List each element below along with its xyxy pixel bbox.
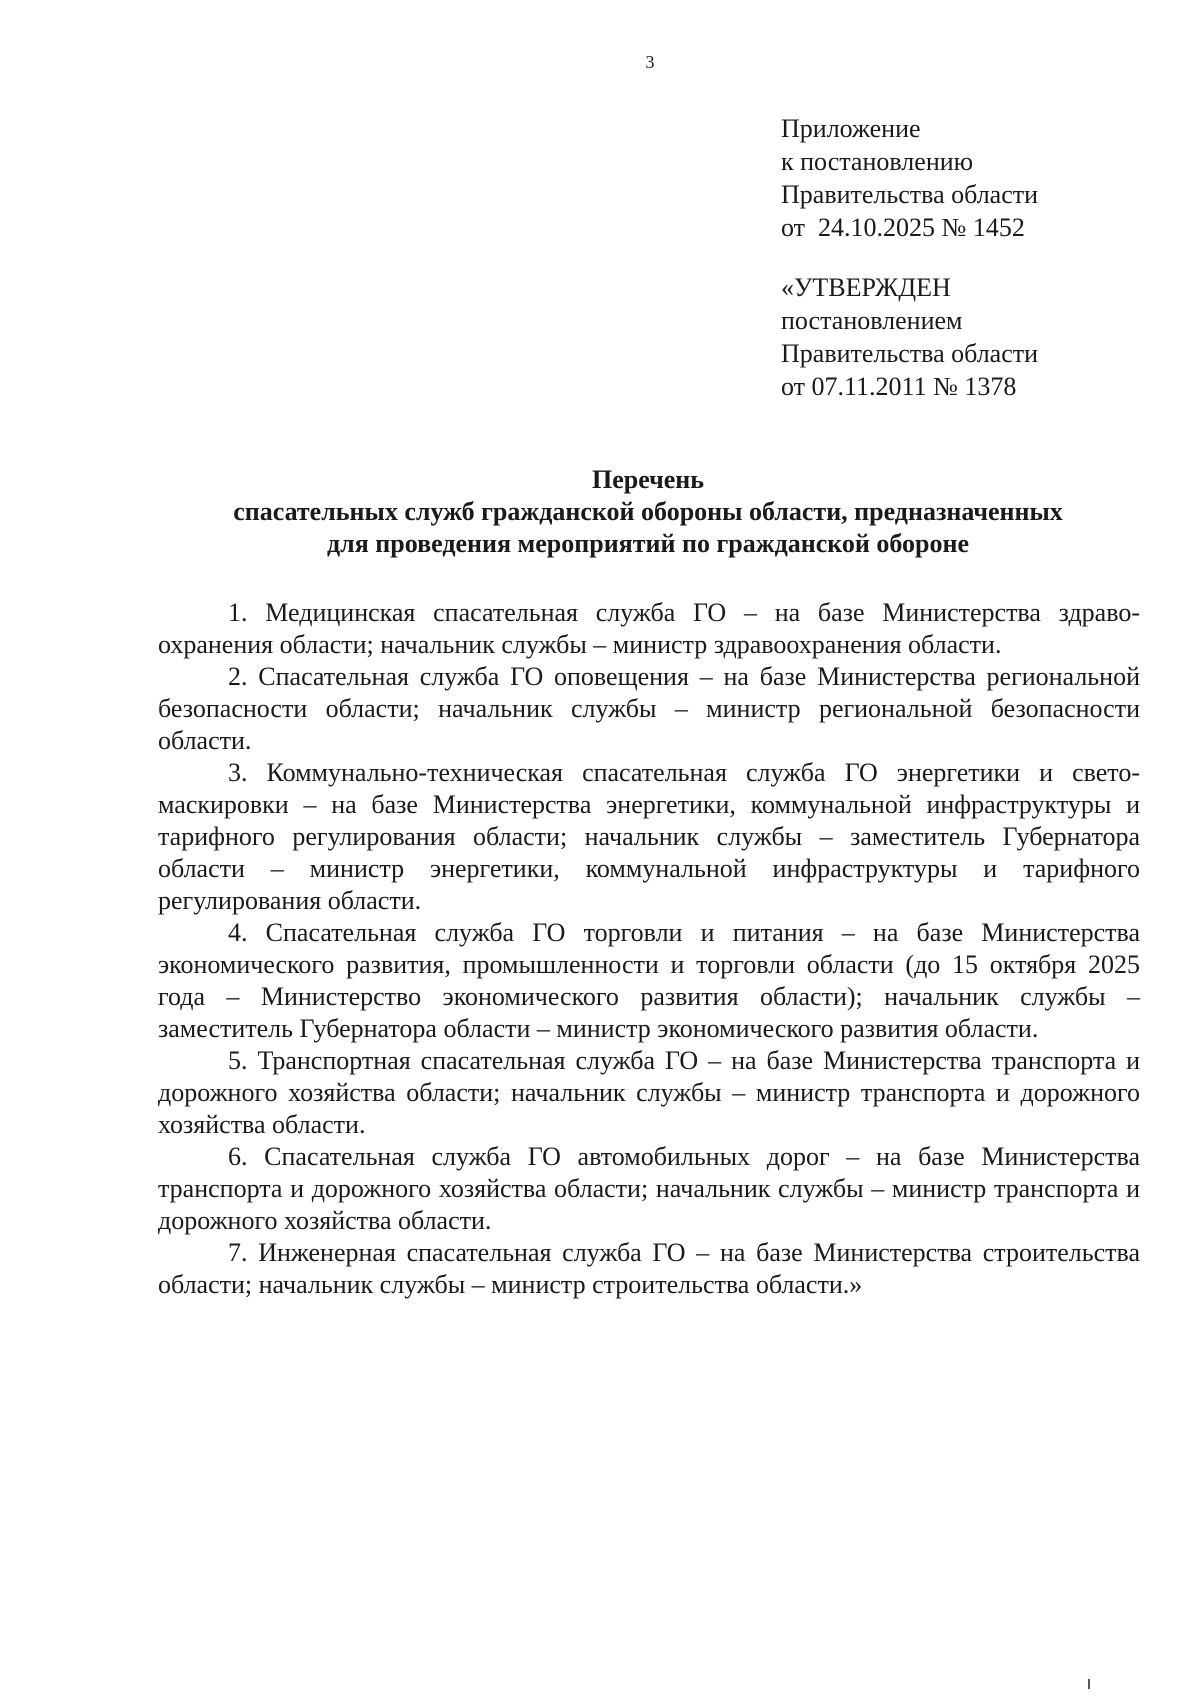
list-item: 6. Спасательная служба ГО автомобильных дорог – на базе Министерства транспорта и дорожного хозяйства области; начальник службы – министр транспорта и дорожного хозяйства области. [158,1142,1140,1235]
list-item: 7. Инженерная спасательная служба ГО – на базе Министерства строительства области; начальник службы – министр строительства области.» [158,1238,1140,1299]
list-item: 5. Транспортная спасательная служба ГО – на базе Министерства транспорта и дорожного хозяйства области; начальник службы – министр транспорта и дорожного хозяйства области. [158,1046,1140,1139]
approved-line: постановлением [781,306,963,335]
appendix-line: к постановлению [781,147,974,176]
list-item: 2. Спасательная служба ГО оповещения – на базе Министерства региональной безопасности области; начальник службы – министр региональной безопасности области. [158,662,1140,755]
document-title [160,464,1136,560]
scan-mark [1088,1679,1090,1689]
title-line: для проведения мероприятий по гражданской обороне [326,529,969,558]
services-list [158,597,1140,1301]
approved-date-line: от 07.11.2011 № 1378 [781,372,1017,401]
appendix-stamp [781,112,1038,244]
appendix-date-line: от 24.10.2025 № 1452 [781,213,1025,242]
approved-stamp [781,271,1038,403]
approved-line: «УТВЕРЖДЕН [781,273,951,302]
list-item: 1. Медицинская спасательная служба ГО – на базе Министерства здравоохранения области; начальник службы – министр здравоохранения области. [158,598,1140,659]
list-item: 4. Спасательная служба ГО торговли и питания – на базе Министерства экономического развития, промышленности и торговли области (до 15 октября 2025 года – Министерство экономического развития области); начальник службы – заместитель Губернатора области – министр экономического развития области. [158,918,1140,1043]
title-line: спасательных служб гражданской обороны области, предназначенных [233,497,1063,526]
appendix-line: Приложение [781,114,921,143]
list-item: 3. Коммунально-техническая спасательная служба ГО энергетики и светомаскировки – на базе Министерства энергетики, коммунальной инфраструктуры и тарифного регулирования области; начальник службы – заместитель Губернатора области – министр энергетики, коммунальной инфраструктуры и тарифного регулирования области. [158,758,1140,915]
approved-line: Правительства области [781,339,1039,368]
appendix-line: Правительства области [781,180,1039,209]
title-line: Перечень [591,465,705,494]
page-number: 3 [645,52,655,72]
